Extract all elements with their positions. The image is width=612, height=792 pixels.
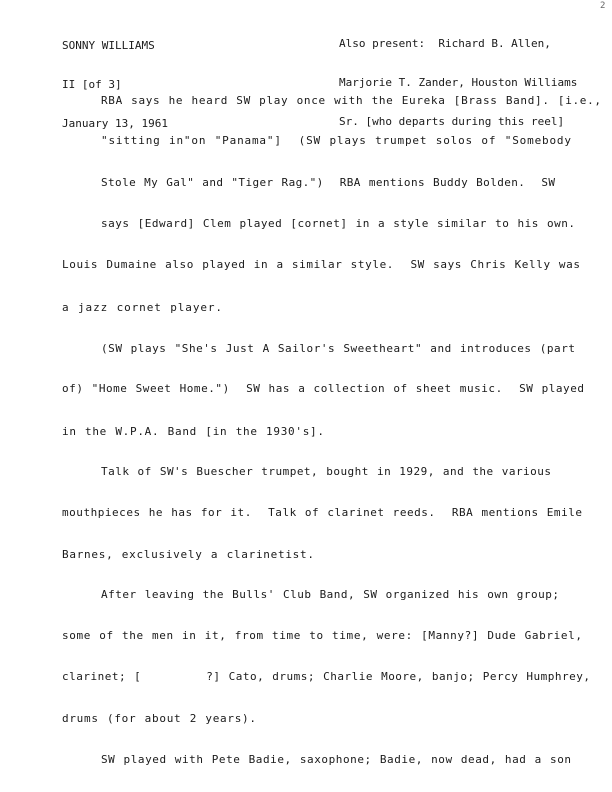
text-line: SW played with Pete Badie, saxophone; Badie, now dead, had a son <box>101 753 572 766</box>
text-line: says [Edward] Clem played [cornet] in a style similar to his own. <box>101 217 576 230</box>
text-line: a jazz cornet player. <box>62 301 223 314</box>
interviewee-name: SONNY WILLIAMS <box>62 39 155 52</box>
text-line: Stole My Gal" and "Tiger Rag.") RBA mentions Buddy Bolden. SW <box>101 176 556 189</box>
reel-number: II [of 3] <box>62 78 122 91</box>
text-line: Talk of SW's Buescher trumpet, bought in 1929, and the various <box>101 465 552 478</box>
text-line: After leaving the Bulls' Club Band, SW organized his own group; <box>101 588 560 601</box>
text-line: RBA says he heard SW play once with the Eureka [Brass Band]. [i.e., <box>101 94 602 107</box>
text-line: (SW plays "She's Just A Sailor's Sweetheart" and introduces (part <box>101 342 576 355</box>
text-line: clarinet; [ ?] Cato, drums; Charlie Moore, banjo; Percy Humphrey, <box>62 670 591 683</box>
text-line: of) "Home Sweet Home.") SW has a collection of sheet music. SW played <box>62 382 585 395</box>
also-present-line-3: Sr. [who departs during this reel] <box>339 115 565 128</box>
text-line: Barnes, exclusively a clarinetist. <box>62 548 315 561</box>
header-right-block <box>339 11 577 154</box>
text-line: Louis Dumaine also played in a similar style. SW says Chris Kelly was <box>62 258 581 271</box>
text-line: "sitting in"on "Panama"] (SW plays trumpet solos of "Somebody <box>101 134 572 147</box>
corner-mark: 2 <box>600 1 606 11</box>
text-line: in the W.P.A. Band [in the 1930's]. <box>62 425 325 438</box>
text-line: drums (for about 2 years). <box>62 712 257 725</box>
interview-date: January 13, 1961 <box>62 117 168 130</box>
also-present-line-2: Marjorie T. Zander, Houston Williams <box>339 76 578 89</box>
text-line: some of the men in it, from time to time, were: [Manny?] Dude Gabriel, <box>62 629 583 642</box>
text-line: mouthpieces he has for it. Talk of clarinet reeds. RBA mentions Emile <box>62 506 583 519</box>
also-present-line-1: Also present: Richard B. Allen, <box>339 37 551 50</box>
